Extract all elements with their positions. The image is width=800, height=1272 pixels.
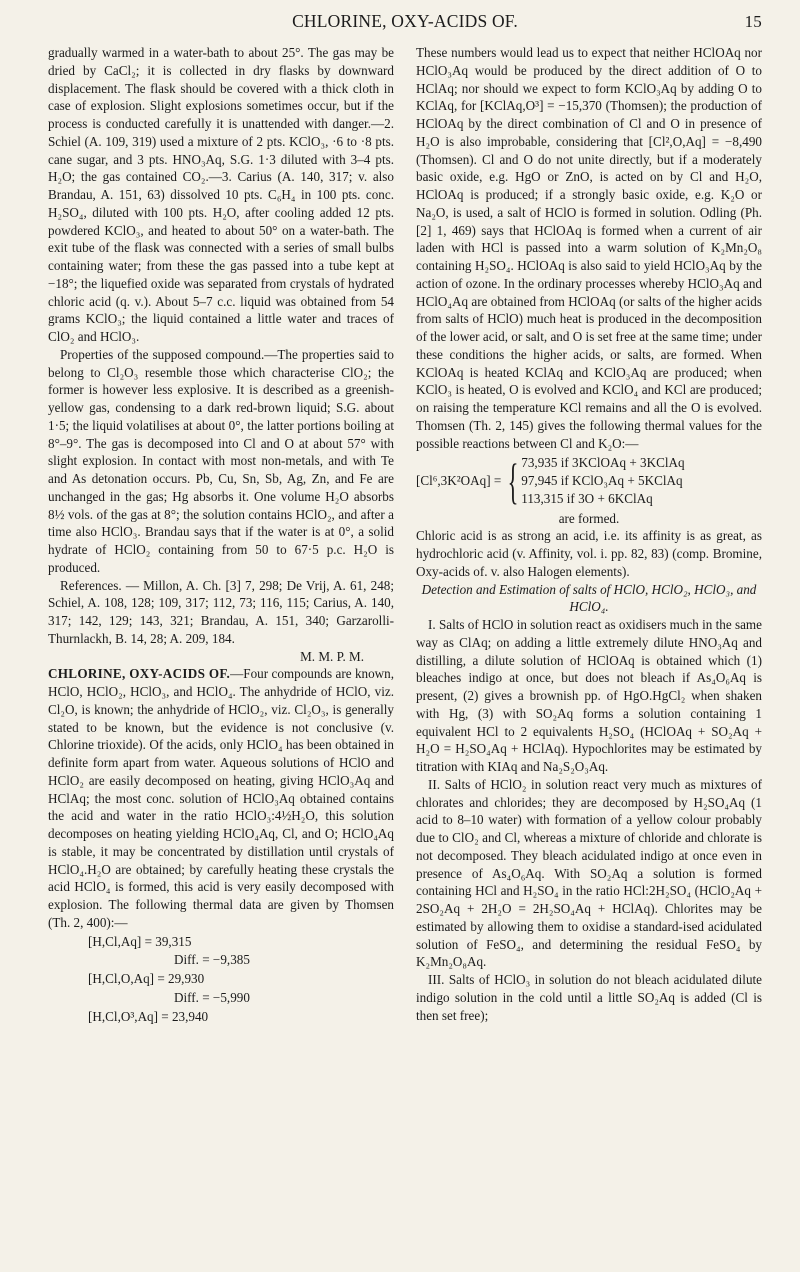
paragraph: Chloric acid is as strong an acid, i.e. its affinity is as great, as hydrochloric acid (v. Affinity, vol. i. pp. 82, 83) (comp. Bromine, Oxy-acids of. v. also Halogen elements). [416, 528, 762, 579]
right-column [416, 44, 762, 1260]
section-text: —Four compounds are known, HClO, HClO₂, HClO₃, and HClO₄. The anhydride of HClO, viz. Cl₂O, is known; the anhydride of HClO₂, viz. Cl₂O₃, is generally stated to be known, but the evidence is not conclusive (v. Chlorine trioxide). Of the acids, only HClO₄ has been obtained in definite form apart from water. Aqueous solutions of HClO and HClO₂ are easily decomposed on heating, giving HClO₃Aq and HClAq; the most conc. solution of HClO₃Aq obtained contains the acid and water in the ratio HClO₃:4½H₂O, this solution decomposes on heating yielding HClO₄Aq, Cl, and O; HClO₄Aq is stable, it may be concentrated by distillation until crystals of HClO₄.H₂O are obtained; by carefully heating these crystals the acid HClO₄ is formed, this acid is very easily decomposed with explosion. The following thermal data are given by Thomsen (Th. 2, 400):— [48, 666, 394, 930]
paragraph: II. Salts of HClO₂ in solution react very much as mixtures of chlorates and chlorides; they are decomposed by H₂SO₄Aq (1 acid to 8–10 water) with formation of a yellow colour probably due to ClO₂ and Cl, whereas a mixture of chloride and chlorate is not decomposed. They bleach acidulated indigo at once even in presence of As₄O₆Aq. With SO₂Aq a solution is formed containing HCl and H₂SO₄ in the ratio HCl:2H₂SO₄ (HClO₂Aq + 2SO₂Aq + 2H₂O = 2H₂SO₄Aq + HClAq). Chlorites may be estimated by allowing them to oxidise a standard-ised acidulated solution of FeSO₄, and determining the residual FeSO₄ by K₂Mn₂O₈Aq. [416, 776, 762, 970]
reaction-cases [521, 454, 684, 507]
reaction-case: 113,315 if 3O + 6KClAq [521, 490, 653, 506]
author-signature: M. M. P. M. [300, 648, 364, 664]
brace-glyph: { [507, 452, 519, 509]
reaction-case: 97,945 if KClO₃Aq + 5KClAq [521, 473, 683, 488]
paragraph: Properties of the supposed compound.—The properties said to belong to Cl₂O₃ resemble those which characterise ClO₂; the former is however less explosive. It is described as a greenish-yellow gas, condensing to a dark red-brown liquid; S.G. about 1·5; the liquid volatilises at about 0°, the latter portions boiling at 8°–9°. The gas is decomposed into Cl and O at about 57° with slight explosion. In contact with most non-metals, and with Te and As detonation occurs. Pb, Cu, Sn, Sb, Ag, Zn, and Fe are unchanged in the gas; Hg absorbs it. One volume H₂O absorbs 8½ vols. of the gas at 8°; the solution contains HClO₂, and after a time also HClO₃. Brandau says that if the water is at 0°, a solid hydrate of HClO₂ containing from 50 to 67·5 p.c. H₂O is produced. [48, 346, 394, 575]
page-header [48, 6, 762, 36]
paragraph: gradually warmed in a water-bath to about 25°. The gas may be dried by CaCl₂; it is collected in dry flasks by downward displacement. The flask should be covered with a thick cloth in case of explosion. Slight explosions sometimes occur, but if the process is conducted carefully it is unattended with danger.—2. Schiel (A. 109, 319) used a mixture of 2 pts. KClO₃, ·6 to ·8 pts. cane sugar, and 3 pts. HNO₃Aq, S.G. 1·3 diluted with 3–4 pts. H₂O; the gas contained CO₂.—3. Carius (A. 140, 317; v. also Brandau, A. 151, 63) dissolved 10 pts. C₆H₄ in 100 pts. conc. H₂SO₄, diluted with 100 pts. H₂O, after cooling added 12 pts. powdered KClO₃, and heated to about 50° on a water-bath. The exit tube of the flask was connected with a series of small bulbs containing water; from these the gas passed into a tube kept at −18°; the liquefied oxide was separated from crystals of hydrated chloric acid (q. v.). About 5–7 c.c. liquid was obtained from 54 grams KClO₃; the liquid contained a little water and traces of ClO₂ and HClO₃. [48, 45, 394, 344]
subsection-title: Detection and Estimation of salts of HClO, HClO₂, HClO₃, and HClO₄. [421, 581, 757, 615]
paragraph: I. Salts of HClO in solution react as oxidisers much in the same way as ClAq; on adding a little extremely dilute HNO₃Aq and distilling, a dilute solution of HClOAq is obtained which (1) bleaches indigo at once, but does not bleach if As₄O₆Aq is present, (2) gives a brownish pp. of HgO.HgCl₂ when shaken with Hg, (3) with SO₂Aq forms a solution containing 1 equivalent HCl to 2 equivalents H₂SO₄ (HClOAq + SO₂Aq + H₂O = H₂SO₄Aq + HClAq). Hypochlorites may be estimated by titration with KIAq and Na₂S₂O₃Aq. [416, 617, 762, 774]
left-column [48, 44, 394, 1260]
thermal-difference: Diff. = −9,385 [174, 952, 250, 968]
thermal-equation: [H,Cl,Aq] = 39,315 [88, 933, 192, 949]
two-column-body [48, 44, 762, 1260]
reaction-tail: are formed. [558, 510, 620, 526]
reaction-lhs: [Cl⁶,3K²OAq] = [416, 473, 502, 488]
paragraph: III. Salts of HClO₃ in solution do not bleach acidulated dilute indigo solution in the cold until a little SO₂Aq is added (Cl is then set free); [416, 972, 762, 1023]
page-number: 15 [744, 12, 762, 31]
running-title: CHLORINE, OXY-ACIDS OF. [292, 10, 518, 31]
thermal-equation: [H,Cl,O,Aq] = 29,930 [88, 971, 205, 986]
thermal-reaction-block [416, 454, 762, 507]
paragraph: These numbers would lead us to expect that neither HClOAq nor HClO₃Aq would be produced by the direct addition of O to HClAq; nor should we expect to form KClO₃Aq by adding O to KClAq, for [KClAq,O³] = −15,370 (Thomsen); the production of HClOAq by the direct combination of Cl and O in presence of H₂O is also improbable, considering that [Cl²,O,Aq] = −8,490 (Thomsen). Cl and O do not unite directly, but if a moderately basic oxide, e.g. HgO or ZnO, is acted on by Cl and H₂O, HClOAq is produced; if a strongly basic oxide, e.g. K₂O or Na₂O, is used, a salt of HClO is formed in solution. Odling (Ph. [2] 1, 469) says that HClOAq is formed when a current of air laden with HCl is passed into a warm solution of K₂Mn₂O₈ containing H₂SO₄. HClOAq is also said to yield HClO₃Aq by the action of ozone. In the ordinary processes whereby HClO₃Aq and HClO₄Aq are obtained from HClOAq (or salts of the higher acids from salts of HClO) much heat is produced in the decomposition of the lower acid, or salt, and O is set free at the same time; under these conditions the higher acids, or salts, are formed. When KClOAq is heated KClAq and KClO₃Aq are produced; when KClO₃ is heated, O is evolved and KClO₄ and KCl are produced; on raising the temperature KCl remains and all the O is evolved. Thomsen (Th. 2, 145) gives the following thermal values for the possible reactions between Cl and K₂O:— [416, 45, 762, 451]
thermal-equation: [H,Cl,O³,Aq] = 23,940 [88, 1008, 209, 1024]
reaction-case: 73,935 if 3KClOAq + 3KClAq [521, 455, 685, 471]
section-paragraph [48, 665, 394, 931]
section-heading: CHLORINE, OXY-ACIDS OF. [48, 666, 231, 682]
references: References. — Millon, A. Ch. [3] 7, 298; De Vrij, A. 61, 248; Schiel, A. 108, 128; 109, 317; 112, 73; 116, 115; Carius, A. 140, 317; 142, 129; 143, 321; Brandau, A. 151, 340; Garzarolli-Thurnlackh, B. 14, 28; A. 209, 184. [48, 577, 394, 646]
thermal-difference: Diff. = −5,990 [174, 989, 250, 1005]
